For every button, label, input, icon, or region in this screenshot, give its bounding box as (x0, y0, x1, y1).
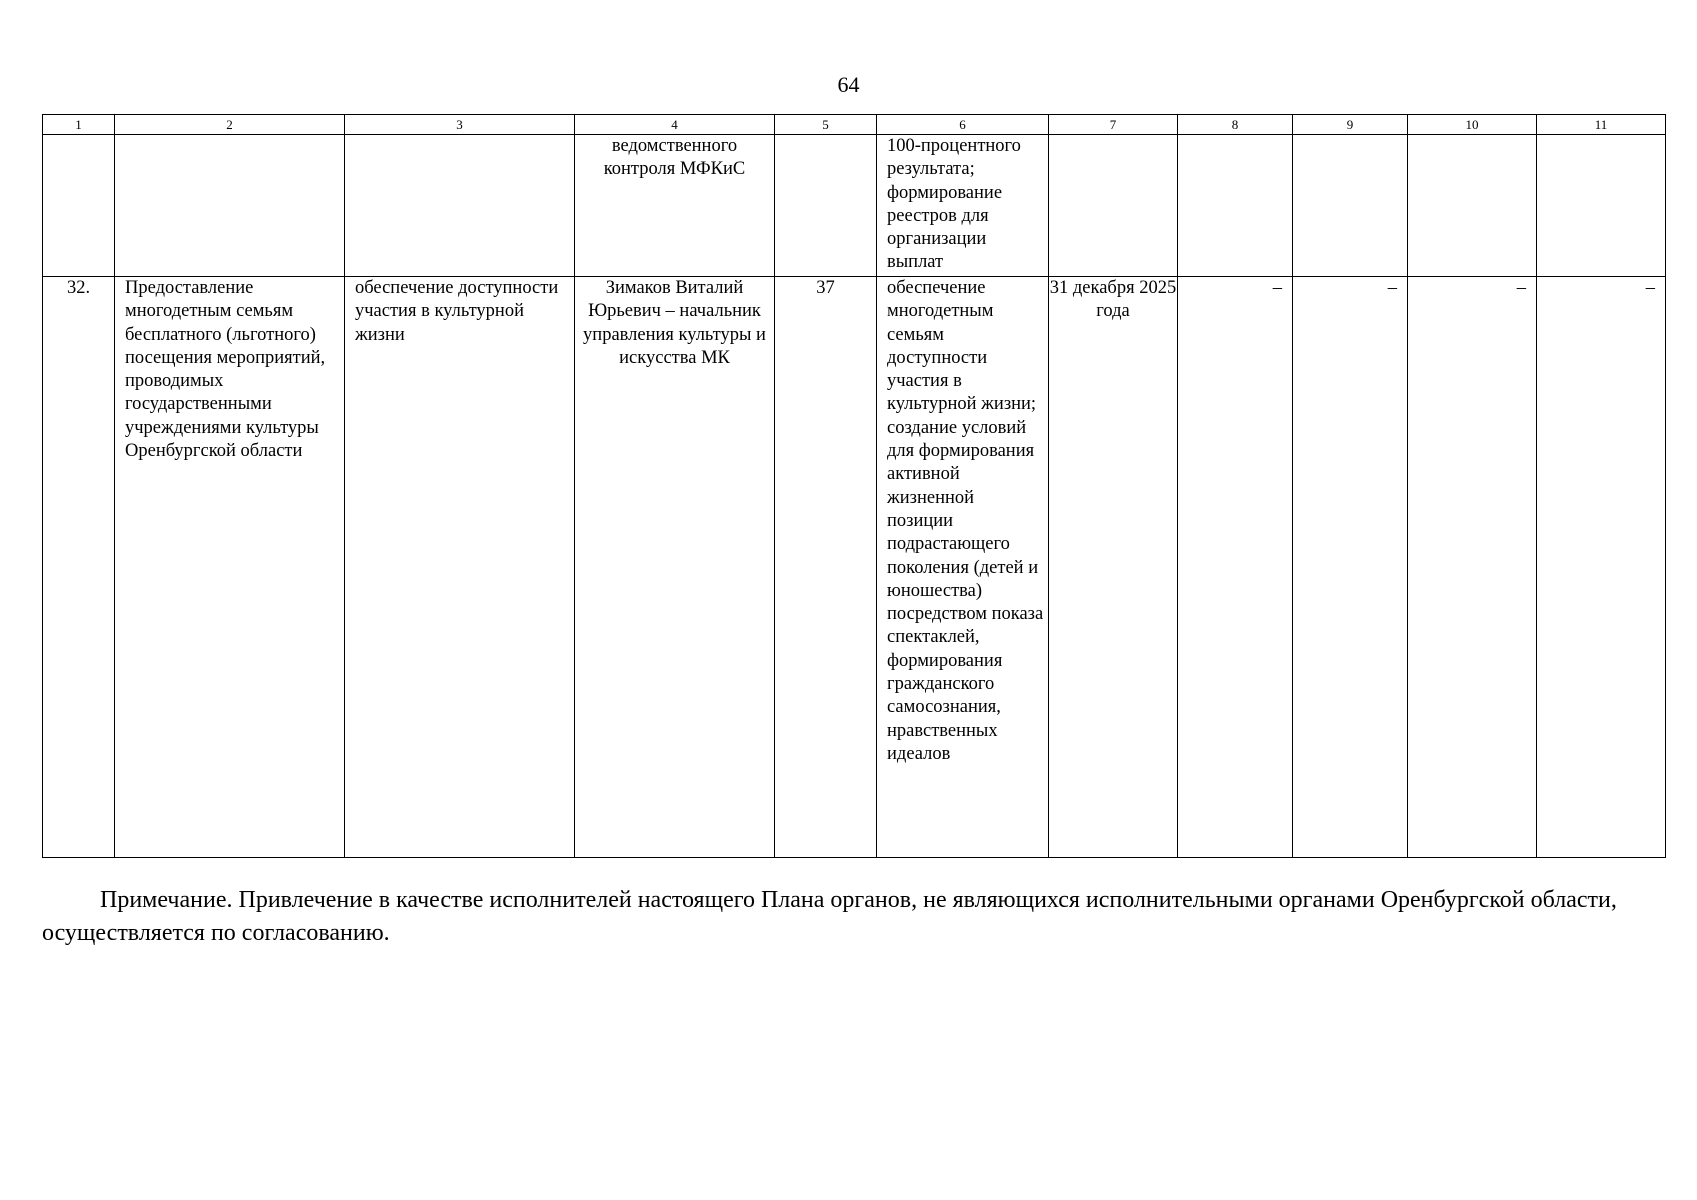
table-cell (345, 135, 575, 277)
table-cell (1049, 135, 1178, 277)
table-cell (115, 135, 345, 277)
dash-cell: – (1178, 277, 1293, 858)
measure-name-cell: Предоставление многодетным семьям бесплатного (льготного) посещения мероприятий, проводимых государственными учреждениями культуры Оренбургской области (115, 277, 345, 858)
column-number: 11 (1537, 115, 1666, 135)
table-cell (1293, 135, 1408, 277)
dash-cell: – (1408, 277, 1537, 858)
column-number: 5 (775, 115, 877, 135)
column-number: 9 (1293, 115, 1408, 135)
column-number-row (43, 115, 1666, 135)
table-row-32 (43, 277, 1666, 858)
table-cell (775, 135, 877, 277)
responsible-cell: Зимаков Виталий Юрьевич – начальник управления культуры и искусства МК (575, 277, 775, 858)
dash-cell: – (1293, 277, 1408, 858)
column-number: 3 (345, 115, 575, 135)
dash-cell: – (1537, 277, 1666, 858)
table-cell (43, 135, 115, 277)
row-number-cell: 32. (43, 277, 115, 858)
column-number: 8 (1178, 115, 1293, 135)
column-number: 1 (43, 115, 115, 135)
table-cell (1408, 135, 1537, 277)
deadline-cell: 31 декабря 2025 года (1049, 277, 1178, 858)
column-number: 10 (1408, 115, 1537, 135)
table-row-continued (43, 135, 1666, 277)
column-number: 6 (877, 115, 1049, 135)
page-number: 64 (837, 72, 860, 97)
column-number: 7 (1049, 115, 1178, 135)
expected-result-cell: обеспечение многодетным семьям доступности участия в культурной жизни; создание условий для формирования активной жизненной позиции подрастающего поколения (детей и юношества) посредством показа спектаклей, формирования гражданского самосознания, нравственных идеалов (877, 277, 1049, 858)
table-cell (1178, 135, 1293, 277)
code-cell: 37 (775, 277, 877, 858)
continued-result-cell: 100-процентного результата; формирование реестров для организации выплат (877, 135, 1049, 277)
table-cell (1537, 135, 1666, 277)
plan-table (42, 114, 1666, 858)
column-number: 2 (115, 115, 345, 135)
footnote: Примечание. Привлечение в качестве исполнителей настоящего Плана органов, не являющихся исполнительными органами Оренбургской области, осуществляется по согласованию. (42, 887, 1617, 946)
column-number: 4 (575, 115, 775, 135)
objective-cell: обеспечение доступности участия в культурной жизни (345, 277, 575, 858)
continued-responsible-cell: ведомственного контроля МФКиС (575, 135, 775, 277)
